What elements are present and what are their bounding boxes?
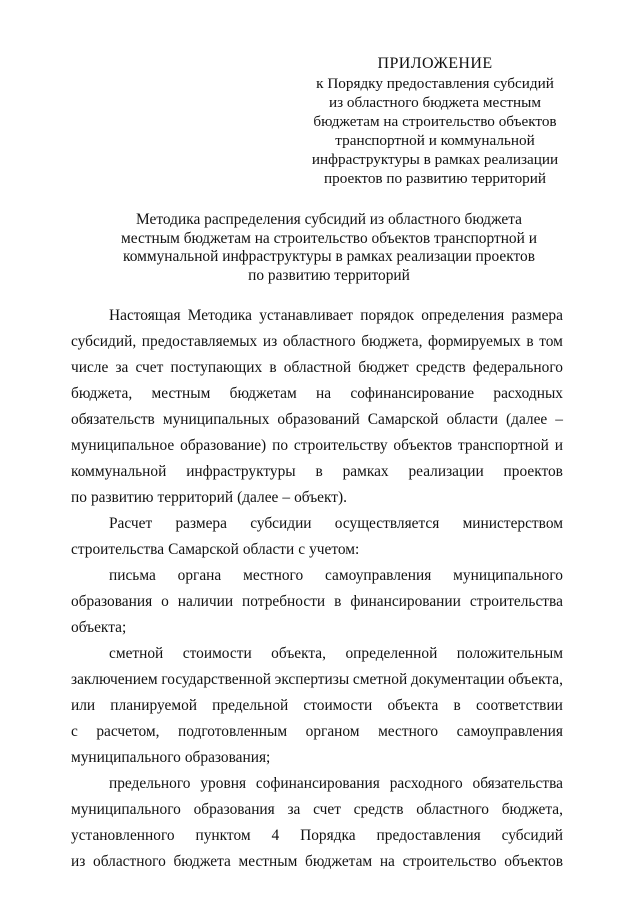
body-word: объекта: [387, 697, 439, 714]
appendix-line: из областного бюджета местным: [328, 94, 541, 111]
body-line: [71, 462, 563, 482]
body-word: местным: [238, 853, 298, 870]
body-word: реализации: [408, 463, 484, 480]
body-line: [71, 332, 563, 352]
body-word: бюджетам: [305, 853, 373, 870]
body-word: размера: [175, 515, 227, 532]
body-word: бюджета,: [361, 333, 423, 350]
body-word: письма: [109, 567, 156, 584]
body-word: объектов: [393, 437, 453, 454]
body-line: [71, 670, 563, 690]
body-word: субсидий,: [71, 333, 137, 350]
body-word: муниципального: [71, 801, 181, 818]
body-word: поступающих: [170, 359, 263, 376]
body-word: за: [287, 801, 301, 818]
body-line: [71, 384, 563, 404]
body-word: экспертизы: [274, 671, 350, 688]
body-word: о: [161, 593, 169, 610]
body-word: документации: [410, 671, 505, 688]
body-word: и: [554, 437, 563, 454]
appendix-heading: ПРИЛОЖЕНИЕ: [377, 55, 493, 72]
body-word: в: [453, 697, 461, 714]
body-word: софинансирование: [350, 385, 475, 402]
body-word: местного: [243, 567, 304, 584]
body-word: областного: [93, 853, 166, 870]
title-line: коммунальной инфраструктуры в рамках реализации проектов: [123, 248, 535, 266]
body-word: обязательства: [472, 775, 563, 792]
body-word: с: [71, 723, 78, 740]
body-word: объекта;: [71, 619, 127, 636]
body-word: определения: [421, 307, 505, 324]
body-line: [71, 566, 563, 586]
document-title: [86, 211, 572, 285]
body-word: самоуправления: [456, 723, 563, 740]
body-word: том: [539, 333, 563, 350]
body-word: учетом:: [309, 541, 360, 558]
body-word: бюджетам: [229, 385, 297, 402]
body-line: [71, 722, 563, 742]
body-word: осуществляется: [334, 515, 440, 532]
body-word: строительство: [402, 853, 497, 870]
body-line: [71, 436, 563, 456]
body-line: [71, 514, 563, 534]
appendix-line: проектов по развитию территорий: [323, 170, 547, 187]
body-word: на: [316, 385, 332, 402]
body-word: определенной: [345, 645, 438, 662]
body-word: бюджета: [173, 853, 231, 870]
body-word: предоставляемых: [141, 333, 258, 350]
body-line: [71, 306, 563, 326]
body-word: области: [242, 541, 295, 558]
title-line: Методика распределения субсидий из областного бюджета: [136, 211, 522, 228]
body-word: Самарской: [367, 411, 439, 428]
body-word: за: [115, 359, 129, 376]
body-word: объекта,: [271, 645, 326, 662]
body-word: пунктом: [195, 827, 251, 844]
body-word: предельной: [212, 697, 289, 714]
body-word: в: [334, 593, 342, 610]
body-line: [71, 488, 563, 508]
body-word: Расчет: [109, 515, 153, 532]
body-word: муниципального: [71, 749, 181, 766]
body-word: муниципальное: [71, 437, 175, 454]
body-word: развитию: [90, 489, 154, 506]
appendix-line: к Порядку предоставления субсидий: [316, 75, 554, 92]
body-line: [71, 618, 563, 638]
body-word: предоставления: [376, 827, 481, 844]
body-word: счет: [313, 801, 341, 818]
body-word: (далее: [505, 411, 548, 428]
body-word: бюджета,: [501, 801, 563, 818]
body-word: устанавливает: [259, 307, 354, 324]
body-word: расходного: [389, 775, 463, 792]
body-word: из: [262, 333, 278, 350]
body-word: субсидий: [501, 827, 563, 844]
body-word: объектов: [504, 853, 563, 870]
body-word: коммунальной: [71, 463, 167, 480]
body-word: стоимости: [182, 645, 252, 662]
body-word: потребности: [242, 593, 326, 610]
body-word: областной: [283, 359, 352, 376]
body-word: сметной: [109, 645, 164, 662]
body-line: [71, 410, 563, 430]
body-word: софинансирования: [255, 775, 380, 792]
body-word: по: [71, 489, 87, 506]
body-word: или: [71, 697, 96, 714]
body-word: уровня: [200, 775, 247, 792]
body-word: муниципального: [453, 567, 563, 584]
body-word: сметной: [352, 671, 408, 688]
body-word: средств: [415, 359, 466, 376]
body-word: из: [71, 853, 86, 870]
body-word: объекта,: [508, 671, 563, 688]
body-word: проектов: [503, 463, 563, 480]
body-line: [71, 748, 563, 768]
body-word: рамках: [342, 463, 389, 480]
body-word: наличии: [177, 593, 234, 610]
body-line: [71, 800, 563, 820]
body-word: муниципальных: [162, 411, 270, 428]
title-line: местным бюджетам на строительство объектов транспортной и: [121, 229, 537, 247]
appendix-line: транспортной и коммунальной: [335, 132, 535, 149]
body-word: в: [269, 359, 277, 376]
body-line: [71, 540, 563, 560]
body-word: Методика: [187, 307, 253, 324]
body-word: территорий: [157, 489, 234, 506]
body-line: [71, 644, 563, 664]
body-word: строительству: [293, 437, 388, 454]
body-word: предельного: [109, 775, 191, 792]
body-word: на: [379, 853, 395, 870]
body-line: [71, 826, 563, 846]
body-word: подготовленным: [178, 723, 288, 740]
body-word: (далее: [237, 489, 279, 506]
body-word: установленного: [71, 827, 175, 844]
body-word: бюджет: [358, 359, 409, 376]
body-word: счет: [135, 359, 164, 376]
body-word: в: [315, 463, 323, 480]
body-word: строительства: [469, 593, 563, 610]
body-word: государственной: [161, 671, 272, 688]
body-word: объект).: [294, 489, 347, 506]
body-word: расчетом,: [96, 723, 160, 740]
title-line: по развитию территорий: [248, 266, 410, 284]
body-word: субсидии: [250, 515, 312, 532]
body-word: по: [272, 437, 289, 454]
body-word: образования: [71, 593, 153, 610]
body-word: числе: [71, 359, 109, 376]
body-word: в: [526, 333, 534, 350]
body-line: [71, 358, 563, 378]
body-line: [71, 696, 563, 716]
body-word: местного: [378, 723, 439, 740]
body-word: положительным: [456, 645, 563, 662]
body-word: соответствии: [475, 697, 563, 714]
body-word: средств: [353, 801, 404, 818]
body-word: заключением: [71, 671, 158, 688]
body-word: Настоящая: [109, 307, 181, 324]
body-word: областного: [416, 801, 489, 818]
body-word: самоуправления: [325, 567, 432, 584]
body-word: образований: [277, 411, 360, 428]
body-word: стоимости: [303, 697, 373, 714]
body-word: с: [298, 541, 306, 558]
body-word: планируемой: [110, 697, 198, 714]
body-word: расходных: [493, 385, 563, 402]
appendix-line: инфраструктуры в рамках реализации: [311, 151, 559, 168]
appendix-line: бюджетам на строительство объектов: [313, 113, 557, 130]
body-line: [71, 852, 563, 872]
body-word: бюджета,: [71, 385, 133, 402]
body-word: министерством: [462, 515, 563, 532]
body-word: размера: [511, 307, 563, 324]
body-word: –: [555, 411, 563, 428]
body-word: областного: [282, 333, 356, 350]
body-word: Самарской: [168, 541, 239, 558]
body-word: формируемых: [428, 333, 521, 350]
body-word: Порядка: [300, 827, 356, 844]
body-word: инфраструктуры: [186, 463, 296, 480]
body-word: области: [446, 411, 498, 428]
body-word: финансировании: [350, 593, 461, 610]
body-word: строительства: [71, 541, 165, 558]
body-word: образования: [193, 801, 275, 818]
appendix-header: [300, 54, 570, 188]
body-word: образование): [180, 437, 267, 454]
body-line: [71, 774, 563, 794]
body-word: –: [282, 489, 291, 506]
body-word: обязательств: [71, 411, 155, 428]
body-word: образования;: [184, 749, 271, 766]
body-word: порядок: [360, 307, 414, 324]
body-word: транспортной: [458, 437, 549, 454]
body-line: [71, 592, 563, 612]
body-word: федерального: [472, 359, 563, 376]
body-word: 4: [271, 827, 280, 844]
body-word: органа: [177, 567, 222, 584]
body-word: органом: [305, 723, 360, 740]
body-word: местным: [151, 385, 211, 402]
